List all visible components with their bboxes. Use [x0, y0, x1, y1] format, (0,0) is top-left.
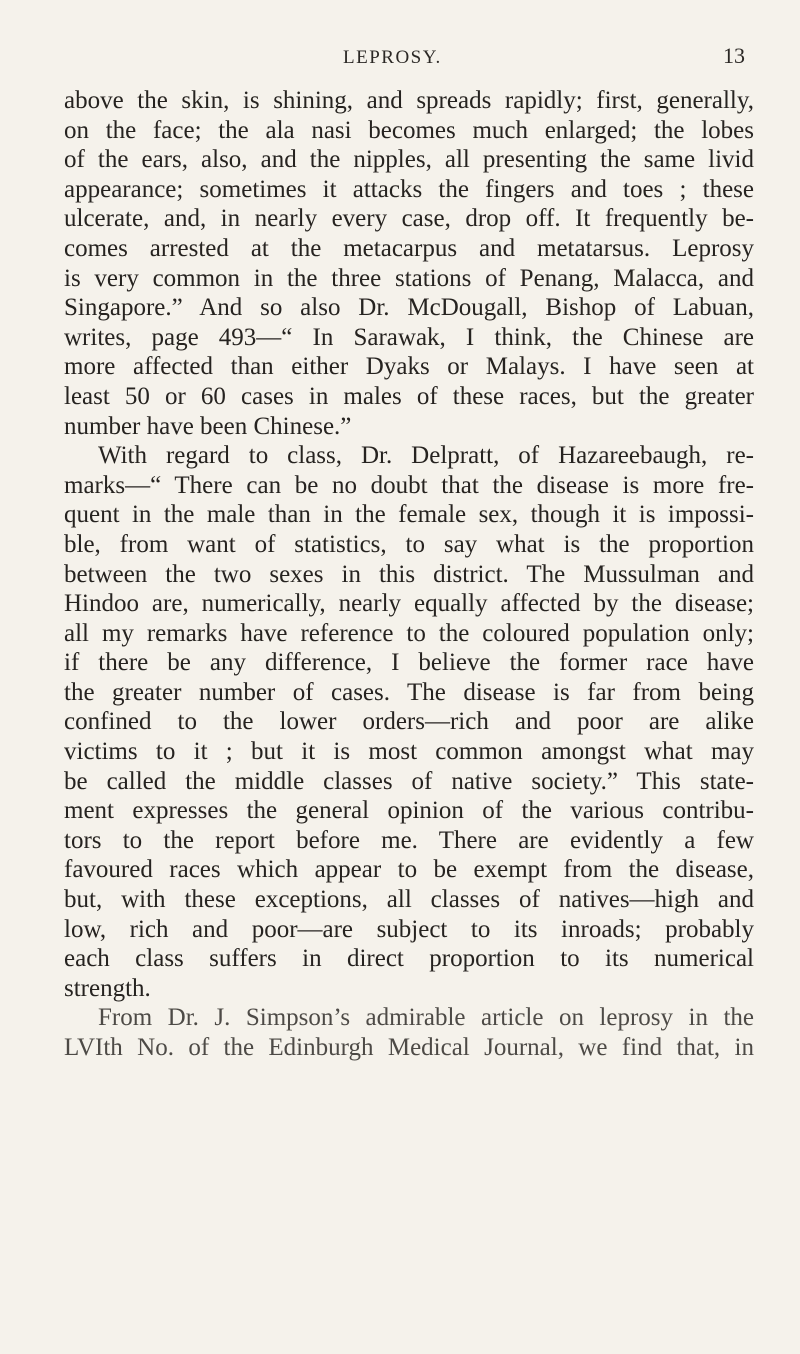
text-line: ble, from want of statistics, to say what is the proportion — [64, 530, 754, 558]
text-line: victims to it ; but it is most common amongst what may — [64, 738, 754, 766]
page-number: 13 — [723, 43, 745, 68]
text-line: tors to the report before me. There are evidently a few — [64, 826, 754, 854]
text-line: if there be any difference, I believe the former race have — [64, 649, 754, 677]
text-line: ulcerate, and, in nearly every case, drop off. It frequently be- — [64, 205, 754, 233]
text-line: favoured races which appear to be exempt from the disease, — [64, 856, 754, 884]
text-line: but, with these exceptions, all classes of natives—high and — [64, 886, 754, 914]
text-line: confined to the lower orders—rich and poor are alike — [64, 708, 754, 736]
text-line: writes, page 493—“ In Sarawak, I think, the Chinese are — [64, 323, 754, 351]
text-line: comes arrested at the metacarpus and metatarsus. Leprosy — [64, 234, 754, 262]
text-line: between the two sexes in this district. The Mussulman and — [64, 560, 754, 588]
running-title: LEPROSY. — [343, 47, 442, 68]
text-line: appearance; sometimes it attacks the fingers and toes ; these — [64, 175, 754, 203]
text-line: the greater number of cases. The disease is far from being — [64, 678, 754, 706]
paragraph-start-line: From Dr. J. Simpson’s admirable article on leprosy in the — [98, 1004, 754, 1032]
body-text — [64, 86, 754, 1063]
text-line: ment expresses the general opinion of the various contribu- — [64, 797, 754, 825]
paragraph-start-line: With regard to class, Dr. Delpratt, of Hazareebaugh, re- — [98, 442, 754, 470]
text-line: least 50 or 60 cases in males of these races, but the greater — [64, 382, 754, 410]
text-line: on the face; the ala nasi becomes much enlarged; the lobes — [64, 116, 754, 144]
text-line: of the ears, also, and the nipples, all presenting the same livid — [64, 146, 754, 174]
text-line: LVIth No. of the Edinburgh Medical Journal, we find that, in — [64, 1034, 754, 1061]
running-head — [0, 43, 800, 77]
text-line: be called the middle classes of native society.” This state- — [64, 767, 754, 795]
text-line: low, rich and poor—are subject to its inroads; probably — [64, 915, 754, 943]
text-line: marks—“ There can be no doubt that the disease is more fre- — [64, 471, 754, 499]
text-line: Hindoo are, numerically, nearly equally affected by the disease; — [64, 590, 754, 618]
text-line: quent in the male than in the female sex, though it is impossi- — [64, 501, 754, 529]
text-line: more affected than either Dyaks or Malays. I have seen at — [64, 353, 754, 381]
text-line: above the skin, is shining, and spreads rapidly; first, generally, — [64, 87, 754, 114]
text-line: all my remarks have reference to the coloured population only; — [64, 619, 754, 647]
text-line: is very common in the three stations of Penang, Malacca, and — [64, 264, 754, 292]
paragraph-end-line: number have been Chinese.” — [64, 412, 352, 440]
text-line: Singapore.” And so also Dr. McDougall, Bishop of Labuan, — [64, 294, 754, 322]
paragraph-end-line: strength. — [64, 974, 151, 1002]
text-line: each class suffers in direct proportion to its numerical — [64, 945, 754, 973]
